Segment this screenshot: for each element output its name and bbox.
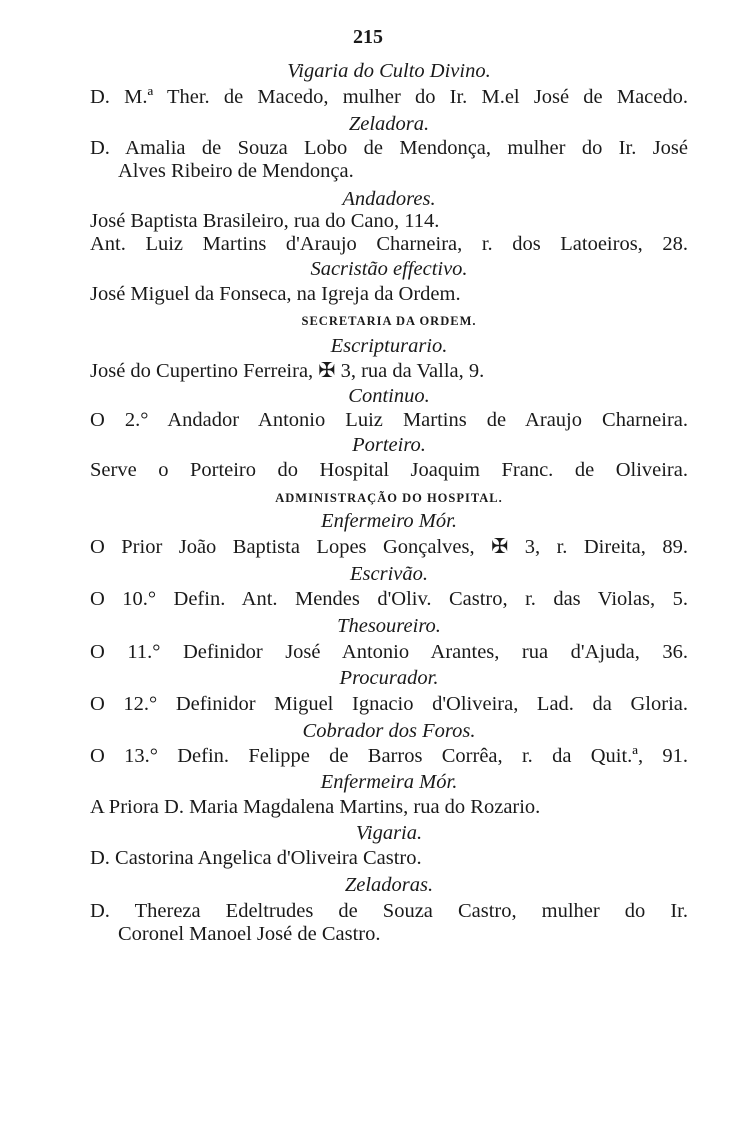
section-title-caps: ADMINISTRAÇÃO DO HOSPITAL. xyxy=(275,491,503,505)
section-title-caps: SECRETARIA DA ORDEM. xyxy=(301,314,477,328)
entry-line: A Priora D. Maria Magdalena Martins, rua do Rozario. xyxy=(90,796,541,818)
section-heading: Andadores. xyxy=(342,188,436,210)
section-heading: Porteiro. xyxy=(352,434,426,456)
section-heading: Enfermeiro Mór. xyxy=(321,510,457,532)
section-heading: Thesoureiro. xyxy=(337,615,441,637)
entry-line: O 13.° Defin. Felippe de Barros Corrêa, r. da Quit.ª, 91. xyxy=(90,745,688,767)
entry-line: Serve o Porteiro do Hospital Joaquim Franc. de Oliveira. xyxy=(90,459,688,481)
entry-line: José Miguel da Fonseca, na Igreja da Ordem. xyxy=(90,283,461,305)
section-heading: Vigaria. xyxy=(355,822,423,844)
entry-line: José Baptista Brasileiro, rua do Cano, 114. xyxy=(90,210,440,232)
entry-line: D. Castorina Angelica d'Oliveira Castro. xyxy=(90,847,422,869)
section-heading: Zeladora. xyxy=(348,113,430,135)
page-number: 215 xyxy=(353,26,383,48)
entry-line: O 12.° Definidor Miguel Ignacio d'Oliveira, Lad. da Gloria. xyxy=(90,693,688,715)
entry-line: O 11.° Definidor José Antonio Arantes, rua d'Ajuda, 36. xyxy=(90,641,688,663)
entry-line: D. Amalia de Souza Lobo de Mendonça, mulher do Ir. José xyxy=(90,137,688,159)
section-heading: Zeladoras. xyxy=(344,874,434,896)
section-heading: Continuo. xyxy=(348,385,430,407)
entry-continuation: Alves Ribeiro de Mendonça. xyxy=(118,160,354,182)
section-heading: Sacristão effectivo. xyxy=(310,258,468,280)
section-heading: Procurador. xyxy=(339,667,439,689)
entry-line: José do Cupertino Ferreira, ✠ 3, rua da Valla, 9. xyxy=(90,360,485,382)
entry-line: O 2.° Andador Antonio Luiz Martins de Araujo Charneira. xyxy=(90,409,688,431)
section-heading: Cobrador dos Foros. xyxy=(302,720,476,742)
section-heading: Escrivão. xyxy=(350,563,428,585)
entry-continuation: Coronel Manoel José de Castro. xyxy=(118,923,381,945)
section-heading: Escripturario. xyxy=(330,335,448,357)
entry-line: Ant. Luiz Martins d'Araujo Charneira, r. dos Latoeiros, 28. xyxy=(90,233,688,255)
section-heading: Enfermeira Mór. xyxy=(320,771,458,793)
entry-line: D. M.ª Ther. de Macedo, mulher do Ir. M.el José de Macedo. xyxy=(90,86,688,108)
section-heading: Vigaria do Culto Divino. xyxy=(287,60,491,82)
entry-line: D. Thereza Edeltrudes de Souza Castro, mulher do Ir. xyxy=(90,900,688,922)
entry-line: O Prior João Baptista Lopes Gonçalves, ✠ 3, r. Direita, 89. xyxy=(90,536,688,558)
entry-line: O 10.° Defin. Ant. Mendes d'Oliv. Castro, r. das Violas, 5. xyxy=(90,588,688,610)
